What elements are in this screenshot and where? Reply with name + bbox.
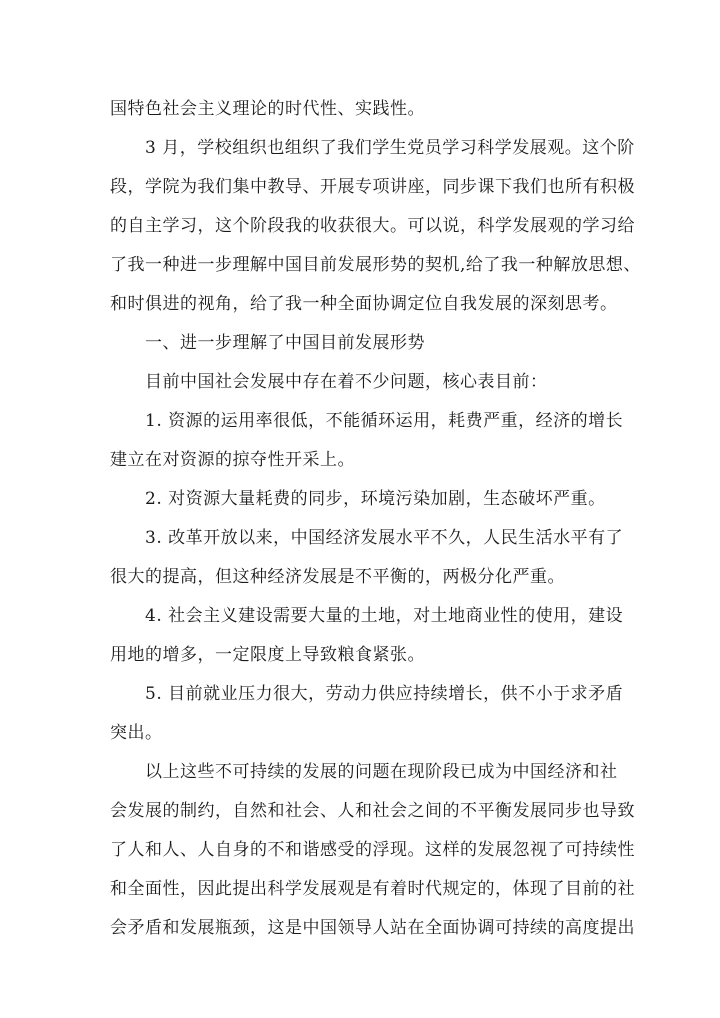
- text-line: 以上这些不可持续的发展的问题在现阶段已成为中国经济和社: [145, 762, 618, 782]
- text-line: 和全面性，因此提出科学发展观是有着时代规定的，体现了目前的社: [110, 879, 635, 899]
- section-heading: 一、进一步理解了中国目前发展形势: [145, 333, 425, 353]
- text-line: 了我一种进一步理解中国目前发展形势的契机,给了我一种解放思想、: [110, 255, 641, 275]
- text-line: 国特色社会主义理论的时代性、实践性。: [110, 99, 425, 119]
- list-item: 4. 社会主义建设需要大量的土地，对土地商业性的使用，建设: [145, 606, 624, 626]
- text-line: 了人和人、人自身的不和谐感受的浮现。这样的发展忽视了可持续性: [110, 840, 635, 860]
- text-line: 目前中国社会发展中存在着不少问题，核心表目前：: [145, 372, 548, 392]
- list-item: 2. 对资源大量耗费的同步，环境污染加剧，生态破坏严重。: [145, 489, 606, 509]
- text-line: 很大的提高，但这种经济发展是不平衡的，两极分化严重。: [110, 567, 565, 587]
- text-line: 会发展的制约，自然和社会、人和社会之间的不平衡发展同步也导致: [110, 801, 635, 821]
- list-item: 3. 改革开放以来，中国经济发展水平不久，人民生活水平有了: [145, 528, 624, 548]
- text-line: 段，学院为我们集中教导、开展专项讲座，同步课下我们也所有积极: [110, 177, 635, 197]
- text-line: 3 月，学校组织也组织了我们学生党员学习科学发展观。这个阶: [145, 138, 635, 158]
- text-line: 建立在对资源的掠夺性开采上。: [110, 450, 355, 470]
- list-item: 1. 资源的运用率很低，不能循环运用，耗费严重，经济的增长: [145, 411, 624, 431]
- list-item: 5. 目前就业压力很大，劳动力供应持续增长，供不小于求矛盾: [145, 684, 624, 704]
- text-line: 的自主学习，这个阶段我的收获很大。可以说，科学发展观的学习给: [110, 216, 635, 236]
- text-line: 和时俱进的视角，给了我一种全面协调定位自我发展的深刻思考。: [110, 294, 618, 314]
- text-line: 会矛盾和发展瓶颈，这是中国领导人站在全面协调可持续的高度提出: [110, 918, 635, 938]
- text-line: 突出。: [110, 723, 163, 743]
- text-line: 用地的增多，一定限度上导致粮食紧张。: [110, 645, 425, 665]
